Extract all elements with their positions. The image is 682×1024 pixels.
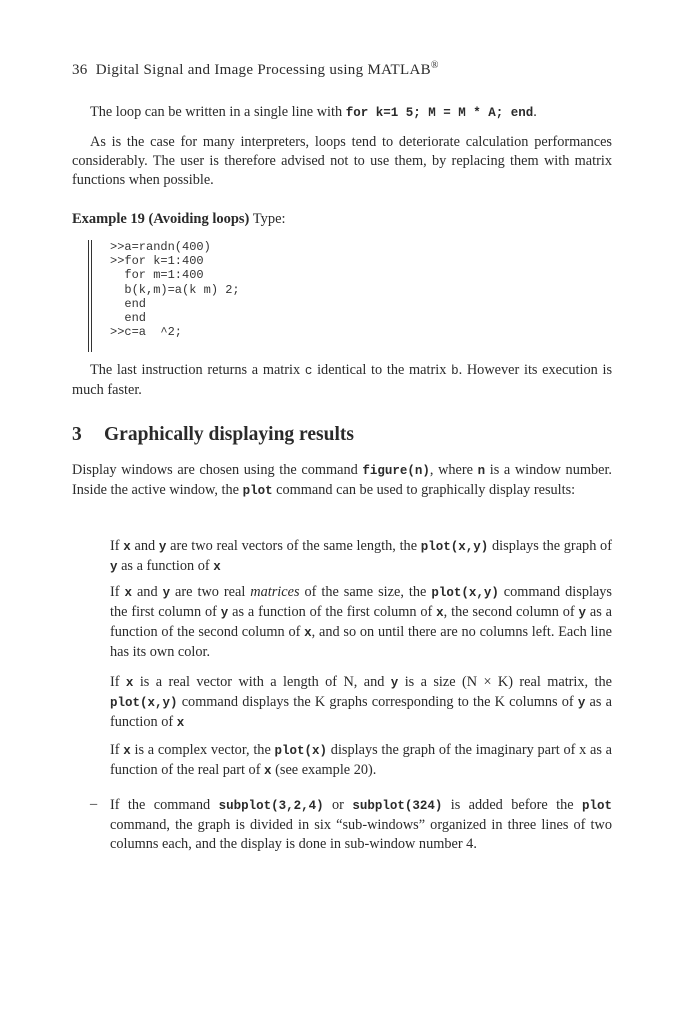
- code-line: end: [110, 311, 147, 326]
- running-head: [72, 60, 439, 79]
- code-line: >>for k=1:400: [110, 254, 204, 269]
- section-title: Graphically displaying results: [104, 424, 354, 445]
- book-title: Digital Signal and Image Processing using MATLAB: [95, 62, 431, 78]
- code-line: b(k,m)=a(k m) 2;: [110, 282, 240, 297]
- list-item: If x and y are two real vectors of the same length, the plot(x,y) displays the graph of y as a function of x: [110, 538, 612, 574]
- inline-code: for k=1 5; M = M * A; end: [345, 106, 534, 120]
- list-item: If x and y are two real matrices of the same size, the plot(x,y) command displays the first column of y as a function of the first column of x, the second column of y as a function of the second column of x, and so on until there are no columns left. Each line has its own color.: [110, 584, 613, 660]
- list-dash: –: [90, 796, 98, 812]
- code-block: [88, 240, 430, 352]
- code-line: end: [110, 296, 147, 311]
- section-number: 3: [72, 424, 82, 445]
- page-number: 36: [72, 62, 88, 78]
- example-heading: Example 19 (Avoiding loops) Type:: [72, 211, 286, 227]
- paragraph-loop-single-line: The loop can be written in a single line with for k=1 5; M = M * A; end.: [90, 104, 537, 120]
- list-item: If x is a complex vector, the plot(x) displays the graph of the imaginary part of x as a function of the real part of x (see example 20).: [110, 742, 612, 778]
- list-item: If the command subplot(3,2,4) or subplot(324) is added before the plot command, the graph is divided in six “sub-windows” organized in three lines of two columns each, and the display is done in sub-window number 4.: [110, 797, 613, 852]
- code-line: >>c=a ^2;: [110, 325, 183, 340]
- list-item: If x is a real vector with a length of N, and y is a size (N × K) real matrix, the plot(x,y) command displays the K graphs corresponding to the K columns of y as a function of x: [110, 674, 612, 730]
- section-heading: [72, 424, 354, 446]
- code-line: >>a=randn(400): [110, 240, 211, 254]
- paragraph-display-windows: Display windows are chosen using the command figure(n), where n is a window number. Inside the active window, the plot command can be used to graphically display results:: [72, 462, 612, 498]
- trademark-symbol: ®: [430, 60, 439, 71]
- code-line: for m=1:400: [110, 268, 204, 283]
- paragraph-loops-performance: As is the case for many interpreters, loops tend to deteriorate calculation performances considerably. The user is therefore advised not to use them, by replacing them with matrix functions when possible.: [72, 134, 612, 188]
- paragraph-last-instruction: The last instruction returns a matrix c identical to the matrix b. However its execution is much faster.: [72, 362, 613, 398]
